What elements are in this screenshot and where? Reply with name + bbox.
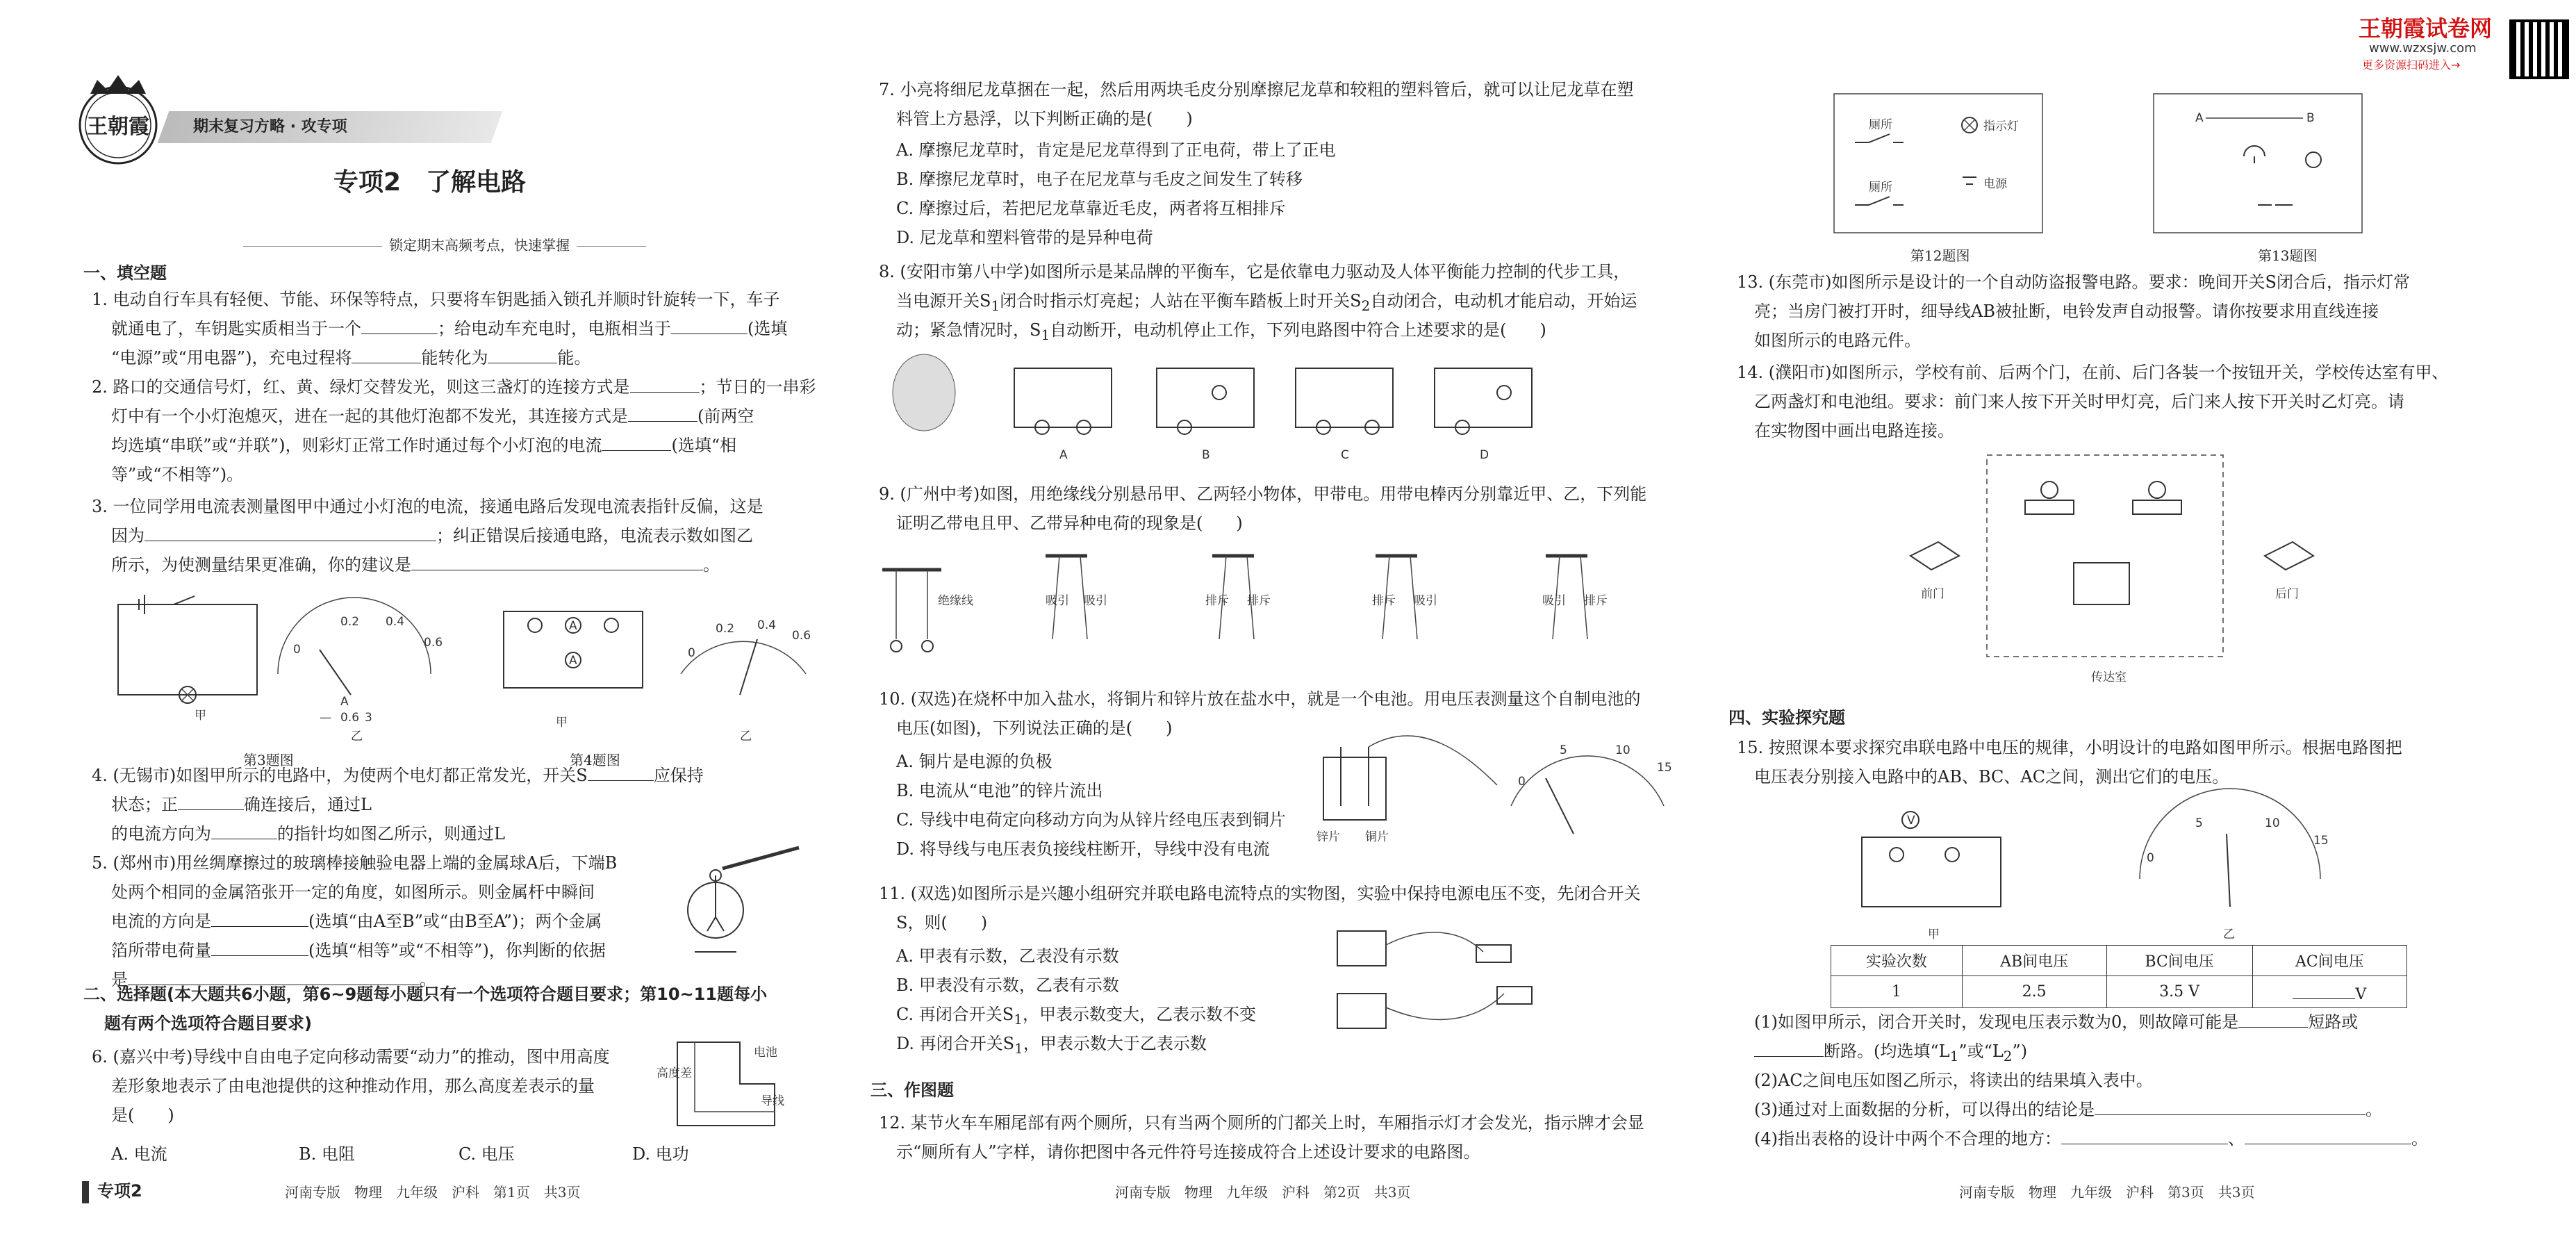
section-drawing-title: 三、作图题 — [870, 1080, 954, 1100]
q15-blank2[interactable] — [1754, 1038, 1824, 1057]
q14-line2: 乙两盏灯和电池组。要求：前门来人按下开关时甲灯亮，后门来人按下开关时乙灯亮。请 — [1754, 392, 2404, 411]
q15-data-table — [1831, 945, 2407, 1008]
q11-option-c[interactable]: C. 再闭合开关$S_1$，甲表示数变大，乙表示数不变 — [896, 1005, 1256, 1028]
q5-blank2[interactable] — [211, 937, 308, 956]
page-1 — [69, 0, 820, 1243]
q4-line3: 的电流方向为 的指针均如图乙所示，则通过L — [111, 819, 505, 848]
page-2 — [865, 0, 1692, 1243]
brand-logo — [76, 69, 174, 174]
svg-text:15: 15 — [2313, 834, 2329, 848]
section-choice-title: 二、选择题(本大题共6小题，第6~9题每小题只有一个选项符合题目要求；第10~11题每小 — [83, 985, 768, 1004]
q13-line2: 亮；当房门被打开时，细导线AB被扯断，电铃发声自动报警。请你按要求用直线连接 — [1754, 302, 2379, 321]
q15-ac-blank[interactable] — [2293, 980, 2355, 999]
svg-text:15: 15 — [1657, 761, 1672, 775]
q15-blank5[interactable] — [2245, 1126, 2411, 1144]
q10-option-c[interactable]: C. 导线中电荷定向移动方向为从锌片经电压表到铜片 — [896, 810, 1286, 830]
q15-sub1: (1)如图甲所示，闭合开关时，发现电压表示数为0，则故障可能是 短路或 — [1754, 1007, 2358, 1037]
svg-text:5: 5 — [2195, 816, 2203, 830]
q7-option-c[interactable]: C. 摩擦过后，若把尼龙草靠近毛皮，两者将互相排斥 — [896, 199, 1286, 218]
q15-blank1[interactable] — [2238, 1009, 2308, 1028]
page-title: 专项2 了解电路 — [333, 168, 527, 197]
q10-option-a[interactable]: A. 铜片是电源的负极 — [896, 752, 1052, 771]
section-fill-title: 一、填空题 — [83, 263, 167, 283]
brand-name[interactable]: 王朝霞试卷网 — [2359, 15, 2493, 42]
q15-blank4[interactable] — [2061, 1126, 2228, 1144]
q4-blank1[interactable] — [588, 762, 654, 781]
q3-line2: 因为 ；纠正错误后接通电路，电流表示数如图乙 — [111, 521, 753, 550]
td-ab: 2.5 — [1962, 976, 2106, 1008]
q9-d-right: 排斥 — [1584, 594, 1608, 608]
q10-line2: 电压(如图)，下列说法正确的是( ) — [896, 718, 1173, 738]
figure-q6-height-diff — [657, 1028, 795, 1133]
q3-blank2[interactable] — [411, 552, 703, 570]
fig13-caption: 第13题图 — [2258, 247, 2318, 264]
figure-q15-circuit — [1848, 796, 2348, 941]
fig4-caption: 第4题图 — [570, 752, 620, 768]
fig12-caption: 第12题图 — [1910, 247, 1970, 264]
q1-line2: 就通电了，车钥匙实质相当于一个 ；给电动车充电时，电瓶相当于 (选填 — [111, 314, 787, 343]
svg-text:0.6: 0.6 — [792, 629, 811, 643]
q1-blank3[interactable] — [352, 345, 421, 363]
q2-blank3[interactable] — [602, 432, 671, 451]
q9-a-left: 吸引 — [1046, 594, 1069, 608]
figure-q3-q4 — [111, 591, 811, 750]
svg-text:0: 0 — [1518, 775, 1526, 789]
q14-room-label: 传达室 — [2091, 670, 2127, 684]
svg-text:A: A — [340, 695, 349, 709]
figure-q9-charges — [879, 549, 1692, 674]
q15-line2: 电压表分别接入电路中的AB、BC、AC之间，测出它们的电压。 — [1754, 767, 2229, 787]
q3-fig-jia: 甲 — [195, 709, 206, 723]
figure-q8-circuits — [893, 351, 1692, 469]
svg-text:10: 10 — [2265, 816, 2280, 830]
q3-line1: 3. 一位同学用电流表测量图甲中通过小灯泡的电流，接通电路后发现电流表指针反偏，这是 — [92, 497, 763, 516]
q1-blank4[interactable] — [488, 345, 557, 363]
svg-text:10: 10 — [1615, 743, 1630, 757]
svg-text:3: 3 — [365, 711, 372, 725]
q11-line2: S，则( ) — [896, 913, 988, 932]
q11-option-d[interactable]: D. 再闭合开关$S_1$，甲表示数大于乙表示数 — [896, 1034, 1207, 1057]
q1-line3: “电源”或“用电器”)，充电过程将 能转化为 能。 — [111, 343, 591, 372]
q6-line3: 是( ) — [111, 1105, 174, 1125]
footer-page1: 河南专版 物理 九年级 沪科 第1页 共3页 — [285, 1184, 581, 1201]
fig12-src-label: 电源 — [1983, 177, 2007, 191]
q4-fig-yi: 乙 — [740, 730, 752, 743]
svg-text:0.2: 0.2 — [340, 615, 360, 629]
q11-option-b[interactable]: B. 甲表没有示数，乙表有示数 — [896, 976, 1119, 995]
q2-blank1[interactable] — [630, 374, 700, 393]
svg-text:0.4: 0.4 — [757, 618, 777, 632]
q9-b-left: 排斥 — [1205, 594, 1229, 608]
svg-text:5: 5 — [1560, 743, 1567, 757]
td-ac[interactable]: V — [2252, 976, 2406, 1008]
fig6-label-a: 高度差 — [657, 1067, 692, 1080]
q2-line2: 灯中有一个小灯泡熄灭，进在一起的其他灯泡都不发光，其连接方式是 (前两空 — [111, 402, 754, 431]
svg-text:A: A — [569, 654, 577, 668]
svg-text:0.4: 0.4 — [386, 615, 405, 629]
q4-line2: 状态；正 确连接后，通过L — [111, 790, 372, 819]
q6-option-d[interactable]: D. 电功 — [632, 1144, 689, 1164]
q7-option-b[interactable]: B. 摩擦尼龙草时，电子在尼龙草与毛皮之间发生了转移 — [896, 170, 1303, 189]
fig3-caption: 第3题图 — [243, 752, 294, 768]
q10-copper-label: 铜片 — [1365, 830, 1389, 844]
figure-q5-electroscope — [681, 841, 806, 980]
q7-line1: 7. 小亮将细尼龙草捆在一起，然后用两块毛皮分别摩擦尼龙草和较粗的塑料管后，就可以让尼龙草在塑 — [879, 80, 1634, 99]
q11-line1: 11. (双选)如图所示是兴趣小组研究并联电路电流特点的实物图，实验中保持电源电压不变，先闭合开关 — [879, 884, 1641, 903]
q9-insulated-label: 绝缘线 — [938, 594, 973, 608]
q4-blank3[interactable] — [211, 821, 277, 839]
q8-line1: 8. (安阳市第八中学)如图所示是某品牌的平衡车，它是依靠电力驱动及人体平衡能力控制的代步工具， — [879, 262, 1630, 281]
q5-line3: 电流的方向是 (选填“由A至B”或“由B至A”)；两个金属 — [111, 907, 602, 936]
q14-line1: 14. (濮阳市)如图所示，学校有前、后两个门，在前、后门各装一个按钮开关，学校传达室有甲、 — [1737, 363, 2449, 382]
page-tag: 专项2 — [97, 1181, 142, 1201]
td-bc: 3.5 V — [2106, 976, 2252, 1008]
q15-line1: 15. 按照课本要求探究串联电路中电压的规律，小明设计的电路如图甲所示。根据电路图把 — [1737, 738, 2402, 757]
q9-c-right: 吸引 — [1414, 594, 1437, 608]
q6-line1: 6. (嘉兴中考)导线中自由电子定向移动需要“动力”的推动，图中用高度 — [92, 1047, 610, 1067]
fig12-wc1: 厕所 — [1869, 118, 1892, 132]
q2-blank2[interactable] — [628, 403, 697, 422]
th-trial: 实验次数 — [1831, 946, 1963, 976]
fig6-label-b: 电池 — [754, 1046, 777, 1060]
svg-text:0.6: 0.6 — [424, 636, 443, 650]
q9-line2: 证明乙带电且甲、乙带异种电荷的现象是( ) — [896, 513, 1243, 533]
q15-sub3: (3)通过对上面数据的分析，可以得出的结论是 。 — [1754, 1095, 2382, 1124]
q3-line3: 所示，为使测量结果更准确，你的建议是 。 — [111, 550, 720, 579]
q2-line1: 2. 路口的交通信号灯，红、黄、绿灯交替发光，则这三盏灯的连接方式是 ；节日的一串彩 — [92, 372, 816, 402]
qr-code[interactable] — [2509, 19, 2569, 79]
q12-line2: 示“厕所有人”字样，请你把图中各元件符号连接成符合上述设计要求的电路图。 — [896, 1142, 1480, 1162]
fig6-label-c: 导线 — [761, 1094, 784, 1108]
q6-option-a[interactable]: A. 电流 — [111, 1144, 167, 1164]
q15-blank3[interactable] — [2095, 1096, 2366, 1115]
q1-blank2[interactable] — [671, 315, 748, 334]
q8-label-c: C — [1341, 448, 1349, 462]
svg-text:—: — — [320, 711, 331, 725]
q7-line2: 料管上方悬浮，以下判断正确的是( ) — [896, 109, 1193, 129]
q11-option-a[interactable]: A. 甲表有示数，乙表没有示数 — [896, 946, 1119, 966]
svg-text:0.6: 0.6 — [340, 711, 360, 725]
q9-b-right: 排斥 — [1247, 594, 1271, 608]
td-trial: 1 — [1831, 976, 1963, 1008]
q4-fig-jia: 甲 — [556, 716, 568, 730]
q10-line1: 10. (双选)在烧杯中加入盐水，将铜片和锌片放在盐水中，就是一个电池。用电压表测量这个自制电池的 — [879, 689, 1641, 709]
q13-line3: 如图所示的电路元件。 — [1754, 331, 1921, 350]
q4-blank2[interactable] — [178, 791, 244, 810]
footer-page2: 河南专版 物理 九年级 沪科 第2页 共3页 — [1115, 1184, 1411, 1201]
svg-text:乙: 乙 — [2223, 928, 2235, 941]
q7-option-a[interactable]: A. 摩擦尼龙草时，肯定是尼龙草得到了正电荷，带上了正电 — [896, 140, 1336, 160]
svg-text:0: 0 — [293, 643, 301, 657]
q5-blank1[interactable] — [211, 908, 308, 927]
banner-text: 期末复习方略 · 攻专项 — [193, 118, 347, 135]
svg-text:甲: 甲 — [1928, 928, 1940, 941]
section-choice-title-2: 题有两个选项符合题目要求) — [104, 1014, 312, 1033]
q9-line1: 9. (广州中考)如图，用绝缘线分别悬吊甲、乙两轻小物体，甲带电。用带电棒丙分别靠近甲、乙，下列能 — [879, 484, 1647, 504]
q15-sub2: (2)AC之间电压如图乙所示，将读出的结果填入表中。 — [1754, 1071, 2153, 1090]
q8-label-d: D — [1480, 448, 1489, 462]
brand-url[interactable]: www.wzxsjw.com — [2369, 41, 2477, 56]
th-ac: AC间电压 — [2252, 946, 2406, 976]
q10-option-b[interactable]: B. 电流从“电池”的锌片流出 — [896, 781, 1103, 800]
subtitle: 锁定期末高频考点，快速掌握 — [382, 231, 577, 260]
q2-line3: 均选填“串联”或“并联”)，则彩灯正常工作时通过每个小灯泡的电流 (选填“相 — [111, 431, 736, 460]
q3-blank1[interactable] — [145, 522, 436, 541]
svg-text:0: 0 — [688, 646, 695, 660]
q12-line1: 12. 某节火车车厢尾部有两个厕所，只有当两个厕所的门都关上时，车厢指示灯才会发光，指示牌才会显 — [879, 1113, 1644, 1133]
fig12-lamp-label: 指示灯 — [1983, 120, 2019, 133]
q8-label-b: B — [1202, 448, 1210, 462]
brand-cta[interactable]: 更多资源扫码进入→ — [2362, 58, 2461, 72]
section-experiment-title: 四、实验探究题 — [1728, 708, 1845, 727]
q9-c-left: 排斥 — [1372, 594, 1396, 608]
q15-sub1b: 断路。(均选填“$L_1$”或“$L_2$”) — [1754, 1037, 2027, 1071]
page-3 — [1723, 0, 2459, 1243]
q7-option-d[interactable]: D. 尼龙草和塑料管带的是异种电荷 — [896, 228, 1153, 247]
fig12-wc2: 厕所 — [1869, 181, 1892, 195]
q15-sub4: (4)指出表格的设计中两个不合理的地方： 、 。 — [1754, 1124, 2428, 1153]
q6-line2: 差形象地表示了由电池提供的这种推动作用，那么高度差表示的量 — [111, 1076, 595, 1096]
q8-line3: 动；紧急情况时，$S_1$自动断开，电动机停止工作，下列电路图中符合上述要求的是( ) — [896, 320, 1546, 343]
logo-text: 王朝霞 — [87, 115, 149, 139]
q5-line5: 是 。 — [111, 965, 436, 994]
q6-option-b[interactable]: B. 电阻 — [299, 1144, 355, 1164]
q9-d-left: 吸引 — [1542, 594, 1566, 608]
q14-line3: 在实物图中画出电路连接。 — [1754, 421, 1954, 441]
q3-fig-yi: 乙 — [351, 730, 363, 743]
q1-blank1[interactable] — [361, 315, 438, 334]
q8-line2: 当电源开关$S_1$闭合时指示灯亮起；人站在平衡车踏板上时开关$S_2$自动闭合，电动机才能启动，开始运 — [896, 291, 1637, 314]
q5-line2: 处两个相同的金属箔张开一定的角度，如图所示。则金属杆中瞬间 — [111, 882, 595, 902]
svg-text:0: 0 — [2147, 851, 2154, 865]
figure-q14-doors — [1890, 452, 2341, 688]
svg-text:0.2: 0.2 — [716, 622, 735, 636]
svg-text:A: A — [569, 619, 577, 633]
q5-line4: 箔所带电荷量 (选填“相等”或“不相等”)，你判断的依据 — [111, 936, 606, 965]
svg-text:V: V — [1907, 814, 1915, 828]
figure-q10-battery — [1316, 730, 1678, 848]
q9-a-right: 吸引 — [1084, 594, 1107, 608]
svg-text:A: A — [2195, 111, 2204, 125]
q10-option-d[interactable]: D. 将导线与电压表负接线柱断开，导线中没有电流 — [896, 839, 1270, 859]
q2-line4: 等”或“不相等”)。 — [111, 465, 244, 484]
q6-option-c[interactable]: C. 电压 — [459, 1144, 515, 1164]
q8-label-a: A — [1059, 448, 1068, 462]
q14-back-door: 后门 — [2275, 587, 2299, 601]
q4-line1: 4. (无锡市)如图甲所示的电路中，为使两个电灯都正常发光，开关S 应保持 — [92, 761, 704, 790]
q10-zinc-label: 锌片 — [1316, 830, 1340, 844]
svg-text:B: B — [2306, 111, 2315, 125]
q13-line1: 13. (东莞市)如图所示是设计的一个自动防盗报警电路。要求：晚间开关S闭合后，指示灯常 — [1737, 272, 2410, 292]
th-bc: BC间电压 — [2106, 946, 2252, 976]
figure-q11-parallel — [1323, 917, 1587, 1056]
q1-line1: 1. 电动自行车具有轻便、节能、环保等特点，只要将车钥匙插入锁孔并顺时针旋转一下，车子 — [92, 290, 780, 309]
q14-front-door: 前门 — [1921, 587, 1945, 601]
footer-page3: 河南专版 物理 九年级 沪科 第3页 共3页 — [1959, 1184, 2255, 1201]
q5-line1: 5. (郑州市)用丝绸摩擦过的玻璃棒接触验电器上端的金属球A后，下端B — [92, 853, 618, 873]
th-ab: AB间电压 — [1962, 946, 2106, 976]
figure-q12-q13 — [1827, 87, 2397, 247]
